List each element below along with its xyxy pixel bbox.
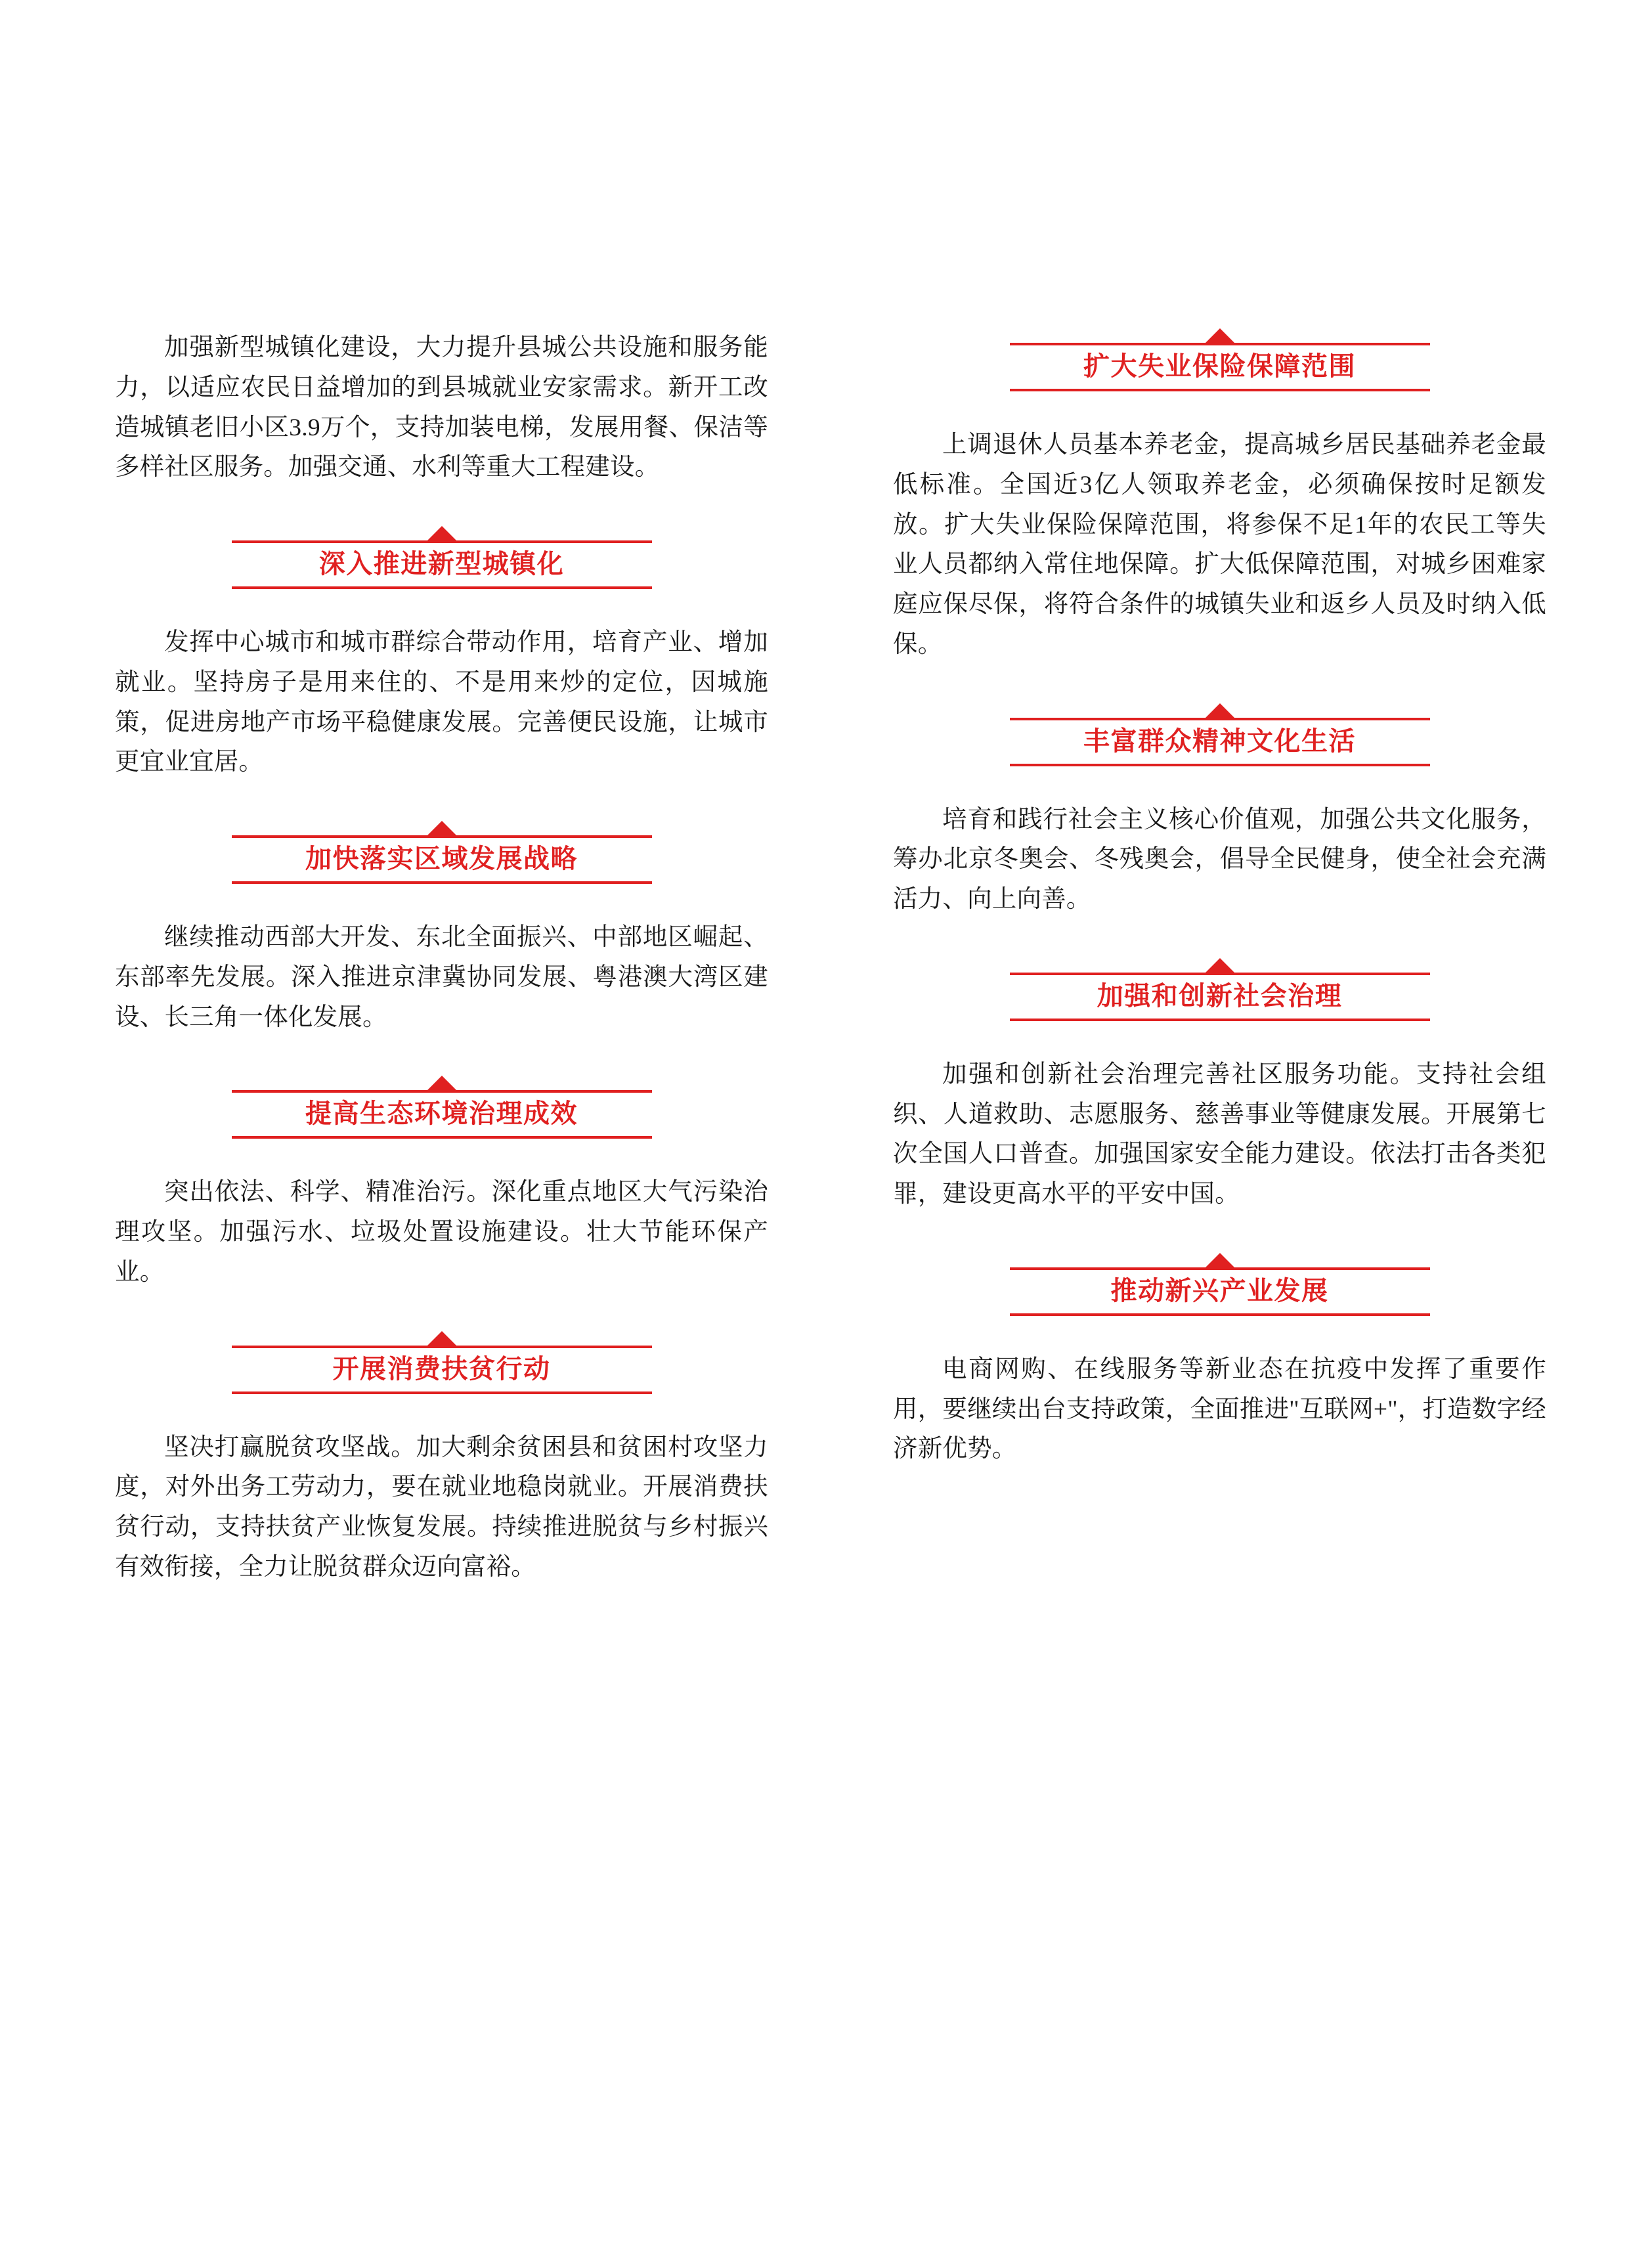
triangle-marker-icon	[1204, 703, 1236, 719]
paragraph: 电商网购、在线服务等新业态在抗疫中发挥了重要作用，要继续出台支持政策，全面推进"互联网+"，打造数字经济新优势。	[893, 1355, 1546, 1463]
section-heading-label: 加快落实区域发展战略	[305, 844, 578, 873]
paragraph: 发挥中心城市和城市群综合带动作用，培育产业、增加就业。坚持房子是用来住的、不是用来炒的定位，因城施策，促进房地产市场平稳健康发展。完善便民设施，让城市更宜业宜居。	[115, 629, 768, 776]
section-heading-label: 扩大失业保险保障范围	[1083, 352, 1356, 381]
section-heading	[115, 821, 768, 884]
section-heading	[115, 1331, 768, 1394]
triangle-marker-icon	[1204, 1253, 1236, 1269]
paragraph: 培育和践行社会主义核心价值观，加强公共文化服务，筹办北京冬奥会、冬残奥会，倡导全民健身，使全社会充满活力、向上向善。	[893, 806, 1546, 913]
triangle-marker-icon	[426, 526, 458, 542]
two-column-layout	[115, 328, 1546, 1597]
section-heading-label: 加强和创新社会治理	[1097, 981, 1343, 1011]
right-column	[893, 328, 1546, 1597]
triangle-marker-icon	[426, 1076, 458, 1091]
paragraph: 坚决打赢脱贫攻坚战。加大剩余贫困县和贫困村攻坚力度，对外出务工劳动力，要在就业地稳岗就业。开展消费扶贫行动，支持扶贫产业恢复发展。持续推进脱贫与乡村振兴有效衔接，全力让脱贫群众迈向富裕。	[115, 1434, 768, 1581]
section-heading-label: 提高生态环境治理成效	[305, 1099, 578, 1129]
paragraph: 上调退休人员基本养老金，提高城乡居民基础养老金最低标准。全国近3亿人领取养老金，必须确保按时足额发放。扩大失业保险保障范围，将参保不足1年的农民工等失业人员都纳入常住地保障。扩大低保障范围，对城乡困难家庭应保尽保，将符合条件的城镇失业和返乡人员及时纳入低保。	[893, 431, 1546, 658]
section-heading	[893, 958, 1546, 1021]
section-heading	[893, 328, 1546, 391]
section-heading	[115, 526, 768, 589]
paragraph: 突出依法、科学、精准治污。深化重点地区大气污染治理攻坚。加强污水、垃圾处置设施建设。壮大节能环保产业。	[115, 1179, 768, 1286]
triangle-marker-icon	[426, 1331, 458, 1347]
section-heading	[893, 703, 1546, 766]
paragraph: 继续推动西部大开发、东北全面振兴、中部地区崛起、东部率先发展。深入推进京津冀协同发展、粤港澳大湾区建设、长三角一体化发展。	[115, 924, 768, 1031]
section-heading-label: 推动新兴产业发展	[1110, 1276, 1329, 1305]
section-heading-label: 开展消费扶贫行动	[332, 1354, 551, 1384]
heading-rule-bottom	[232, 586, 652, 589]
heading-rule-bottom	[232, 881, 652, 884]
triangle-marker-icon	[426, 821, 458, 837]
section-heading	[115, 1076, 768, 1139]
left-column	[115, 328, 768, 1597]
paragraph: 加强和创新社会治理完善社区服务功能。支持社会组织、人道救助、志愿服务、慈善事业等健康发展。开展第七次全国人口普查。加强国家安全能力建设。依法打击各类犯罪，建设更高水平的平安中国。	[893, 1061, 1546, 1208]
paragraph: 加强新型城镇化建设，大力提升县城公共设施和服务能力，以适应农民日益增加的到县城就业安家需求。新开工改造城镇老旧小区3.9万个，支持加装电梯，发展用餐、保洁等多样社区服务。加强交通、水利等重大工程建设。	[115, 334, 768, 481]
heading-rule-bottom	[1010, 764, 1430, 766]
heading-rule-bottom	[232, 1136, 652, 1139]
heading-rule-bottom	[1010, 1019, 1430, 1021]
heading-rule-bottom	[232, 1391, 652, 1394]
triangle-marker-icon	[1204, 958, 1236, 974]
triangle-marker-icon	[1204, 328, 1236, 344]
heading-rule-bottom	[1010, 389, 1430, 391]
section-heading-label: 丰富群众精神文化生活	[1083, 726, 1356, 756]
section-heading-label: 深入推进新型城镇化	[318, 550, 565, 579]
section-heading	[893, 1253, 1546, 1316]
heading-rule-bottom	[1010, 1313, 1430, 1316]
